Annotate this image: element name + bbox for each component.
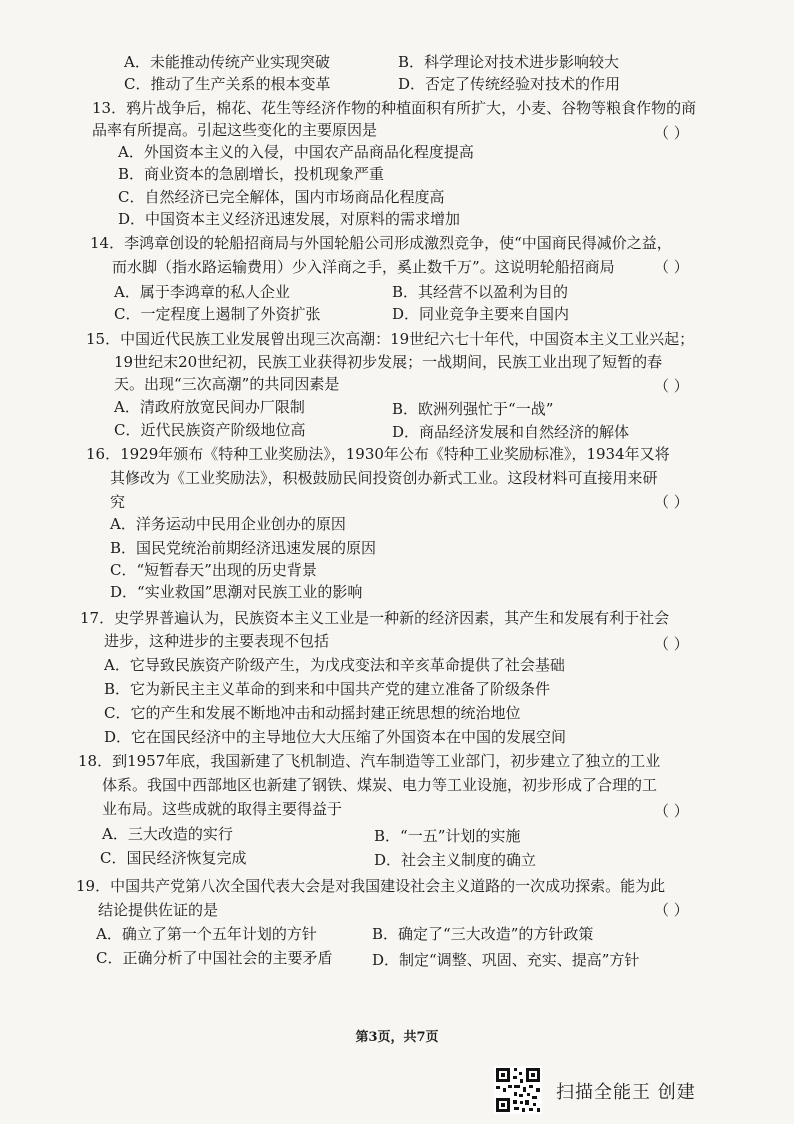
q12-option-d: D．否定了传统经验对技术的作用 — [398, 75, 621, 93]
q18-option-d: D．社会主义制度的确立 — [374, 851, 537, 869]
q16-option-b: B．国民党统治前期经济迅速发展的原因 — [110, 539, 377, 557]
q14-option-d: D．同业竞争主要来自国内 — [392, 305, 570, 323]
q18-option-a: A．三大改造的实行 — [102, 825, 233, 843]
q15-option-b: B．欧洲列强忙于“一战” — [392, 400, 554, 418]
q13-stem-line-2: 品率有所提高。引起这些变化的主要原因是 — [92, 121, 378, 139]
q19-answer-blank: （ ） — [654, 901, 689, 919]
page-number: 第3页，共7页 — [355, 1030, 439, 1045]
q19-option-c: C．正确分析了中国社会的主要矛盾 — [96, 949, 333, 967]
q18-stem-line-2: 体系。我国中西部地区也新建了钢铁、煤炭、电力等工业设施，初步形成了合理的工 — [102, 776, 658, 794]
q15-option-d: D．商品经济发展和自然经济的解体 — [392, 423, 630, 441]
q19-option-b: B．确定了“三大改造”的方针政策 — [372, 925, 594, 943]
q17-option-c: C．它的产生和发展不断地冲击和动摇封建正统思想的统治地位 — [104, 704, 521, 722]
q16-answer-blank: （ ） — [654, 493, 689, 511]
q16-stem-line-1: 16．1929年颁布《特种工业奖励法》，1930年公布《特种工业奖励标准》，1934年又将 — [86, 445, 670, 463]
q18-option-b: B．“一五”计划的实施 — [374, 827, 521, 845]
q13-answer-blank: （ ） — [654, 124, 689, 142]
scanner-watermark: 扫描全能王 创建 — [556, 1082, 696, 1103]
q14-stem-line-2: 而水脚（指水路运输费用）少入洋商之手，奚止数千万”。这说明轮船招商局 — [112, 258, 615, 276]
q14-option-a: A．属于李鸿章的私人企业 — [114, 283, 290, 301]
q14-stem-line-1: 14．李鸿章创设的轮船招商局与外国轮船公司形成激烈竞争，使“中国商民得减价之益， — [90, 234, 672, 252]
q17-stem-line-2: 进步，这种进步的主要表现不包括 — [104, 632, 330, 650]
q15-option-a: A．清政府放宽民间办厂限制 — [114, 398, 305, 416]
q15-option-c: C．近代民族资产阶级地位高 — [114, 421, 306, 439]
q16-option-c: C．“短暂春天”出现的历史背景 — [110, 561, 317, 579]
q18-stem-line-3: 业布局。这些成就的取得主要得益于 — [102, 800, 343, 818]
q13-option-b: B．商业资本的急剧增长，投机现象严重 — [118, 165, 385, 183]
q13-option-c: C．自然经济已完全解体，国内市场商品化程度高 — [118, 188, 445, 206]
q19-option-d: D．制定“调整、巩固、充实、提高”方针 — [372, 951, 640, 969]
qr-code-icon — [494, 1066, 542, 1114]
q16-option-a: A．洋务运动中民用企业创办的原因 — [110, 515, 346, 533]
q19-stem-line-2: 结论提供佐证的是 — [98, 901, 219, 919]
q16-stem-line-2: 其修改为《工业奖励法》，积极鼓励民间投资创办新式工业。这段材料可直接用来研 — [110, 469, 658, 487]
q17-answer-blank: （ ） — [654, 635, 689, 653]
q14-option-b: B．其经营不以盈利为目的 — [392, 283, 569, 301]
q15-stem-line-2: 19世纪末20世纪初，民族工业获得初步发展；一战期间，民族工业出现了短暂的春 — [114, 353, 663, 371]
q19-option-a: A．确立了第一个五年计划的方针 — [96, 925, 317, 943]
q14-answer-blank: （ ） — [654, 258, 689, 276]
q17-stem-line-1: 17．史学界普遍认为，民族资本主义工业是一种新的经济因素，其产生和发展有利于社会 — [80, 609, 670, 627]
q16-option-d: D．“实业救国”思潮对民族工业的影响 — [110, 583, 363, 601]
q13-option-d: D．中国资本主义经济迅速发展，对原料的需求增加 — [118, 210, 461, 228]
q12-option-c: C．推动了生产关系的根本变革 — [124, 75, 331, 93]
q17-option-d: D．它在国民经济中的主导地位大大压缩了外国资本在中国的发展空间 — [104, 728, 567, 746]
q18-answer-blank: （ ） — [654, 802, 689, 820]
q13-stem-line-1: 13．鸦片战争后，棉花、花生等经济作物的种植面积有所扩大，小麦、谷物等粮食作物的商 — [92, 99, 697, 117]
q18-option-c: C．国民经济恢复完成 — [100, 849, 247, 867]
q19-stem-line-1: 19．中国共产党第八次全国代表大会是对我国建设社会主义道路的一次成功探索。能为此 — [76, 877, 666, 895]
q17-option-a: A．它导致民族资产阶级产生，为戊戌变法和辛亥革命提供了社会基础 — [104, 656, 565, 674]
q14-option-c: C．一定程度上遏制了外资扩张 — [114, 305, 321, 323]
q15-stem-line-3: 天。出现“三次高潮”的共同因素是 — [114, 375, 340, 393]
q17-option-b: B．它为新民主主义革命的到来和中国共产党的建立准备了阶级条件 — [104, 680, 551, 698]
q15-answer-blank: （ ） — [654, 377, 689, 395]
q13-option-a: A．外国资本主义的入侵，中国农产品商品化程度提高 — [118, 143, 474, 161]
q16-stem-line-3: 究 — [110, 493, 126, 511]
q12-option-b: B．科学理论对技术进步影响较大 — [398, 53, 620, 71]
q12-option-a: A．未能推动传统产业实现突破 — [124, 53, 330, 71]
q18-stem-line-1: 18．到1957年底，我国新建了飞机制造、汽车制造等工业部门，初步建立了独立的工业 — [78, 752, 661, 770]
q15-stem-line-1: 15．中国近代民族工业发展曾出现三次高潮：19世纪六七十年代，中国资本主义工业兴起； — [86, 330, 695, 348]
